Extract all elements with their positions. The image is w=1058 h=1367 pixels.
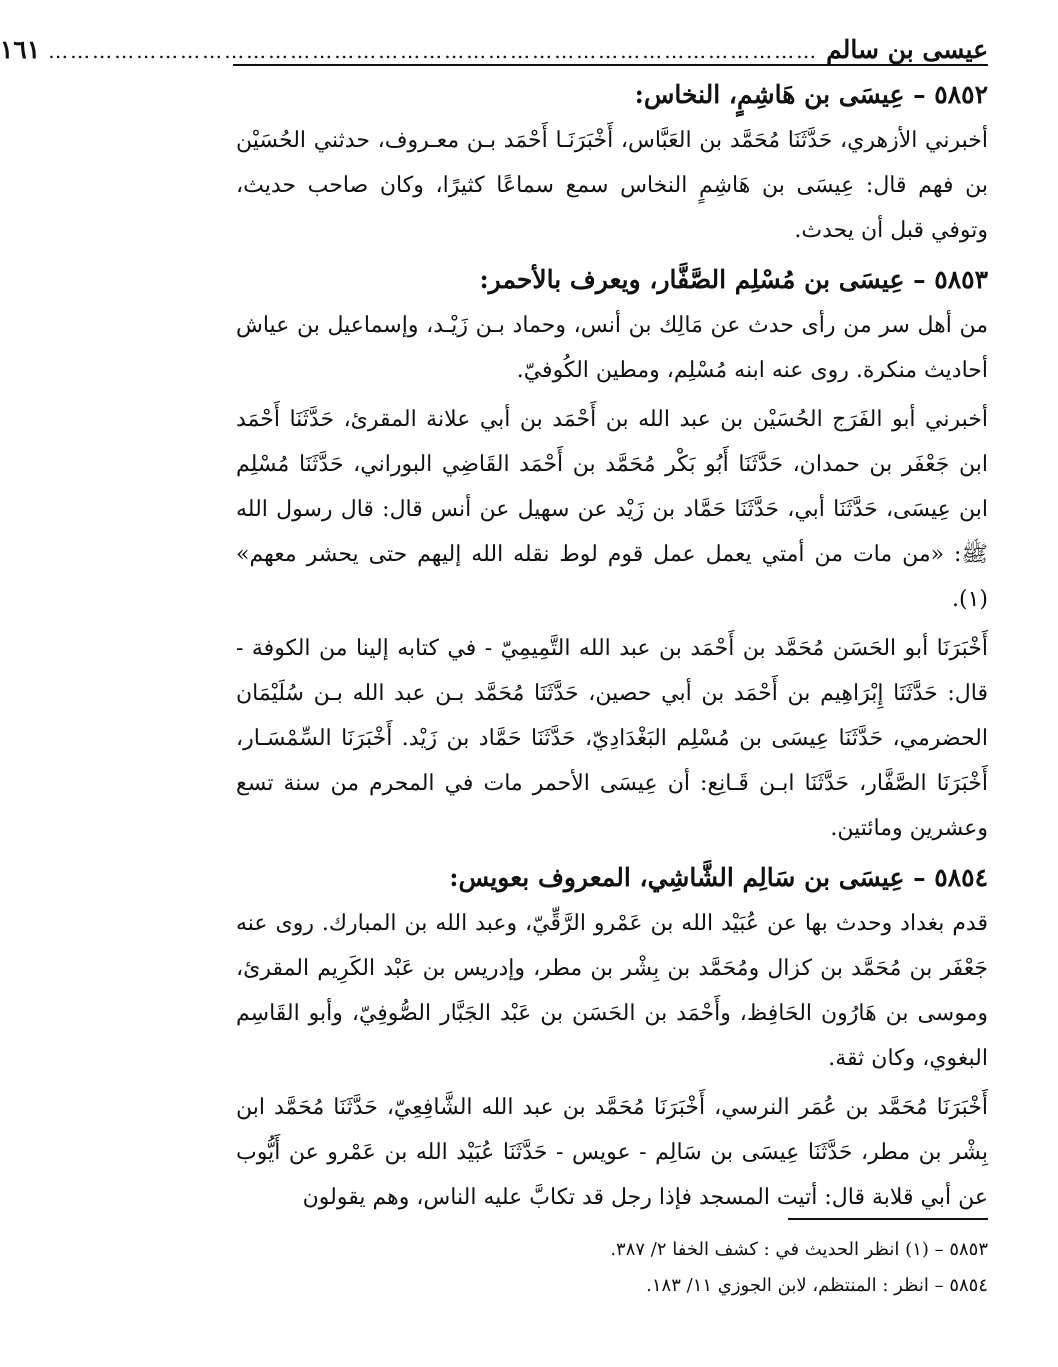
entry-paragraph: قدم بغداد وحدث بها عن عُبَيْد الله بن عَمْرو الرَّقِّيّ، وعبد الله بن المبارك. روى عنه جَعْفَر بن مُحَمَّد بن كزال ومُحَمَّد بن بِشْر بن مطر، وإدريس بن عَبْد الكَرِيم المقرئ، وموسى بن هَارُون الحَافِظ، وأَحْمَد بن الحَسَن بن عَبْد الجَبَّار الصُّوفِيّ، وأبو القَاسِم البغوي، وكان ثقة. — [236, 911, 988, 1071]
running-header — [0, 28, 988, 66]
entry-title: ٥٨٥٤ – عِيسَى بن سَالِم الشَّاشِي، المعروف بعويس: — [449, 863, 988, 892]
footnote: ٥٨٥٤ – انظر : المنتظم، لابن الجوزي ١١/ ١٨٣. — [646, 1275, 988, 1296]
entry-paragraph: أخبرني الأزهري، حَدَّثَنَا مُحَمَّد بن العَبَّاس، أَخْبَرَنَـا أَحْمَد بـن معـروف، حدثني الحُسَيْن بن فهم قال: عِيسَى بن هَاشِمٍ النخاس سمع سماعًا كثيرًا، وكان صاحب حديث، وتوفي قبل أن يحدث. — [236, 128, 988, 243]
entry-5853 — [236, 257, 988, 851]
entry-paragraph: أخبرني أبو الفَرَج الحُسَيْن بن عبد الله بن أَحْمَد بن أبي علانة المقرئ، حَدَّثَنَا أَحْمَد ابن جَعْفَر بن حمدان، حَدَّثَنَا أَبُو بَكْر مُحَمَّد بن أَحْمَد القَاضِي البوراني، حَدَّثَنَا مُسْلِم ابن عِيسَى، حَدَّثَنَا أبي، حَدَّثَنَا حَمَّاد بن زَيْد عن سهيل عن أنس قال: قال رسول الله ﷺ: «من مات من أمتي يعمل عمل قوم لوط نقله الله إليهم حتى يحشر معهم» (١). — [236, 407, 988, 612]
leader-dots: …………………………………………………………………………………………… — [48, 39, 819, 63]
entry-title: ٥٨٥٣ – عِيسَى بن مُسْلِم الصَّفَّار، ويعرف بالأحمر: — [479, 265, 988, 294]
footnotes — [236, 1232, 988, 1304]
entry-5854 — [236, 855, 988, 1220]
page-body — [236, 70, 988, 1224]
entry-paragraph: أَخْبَرَنَا مُحَمَّد بن عُمَر النرسي، أَخْبَرَنَا مُحَمَّد بن عبد الله الشَّافِعِيّ، حَدَّثَنَا مُحَمَّد ابن بِشْر بن مطر، حَدَّثَنَا عِيسَى بن سَالِم - عويس - حَدَّثَنَا عُبَيْد الله بن عَمْرو عن أَيُّوب عن أبي قلابة قال: أتيت المسجد فإذا رجل قد تكابَّ عليه الناس، وهم يقولون — [236, 1095, 988, 1210]
entry-paragraph: أَخْبَرَنَا أبو الحَسَن مُحَمَّد بن أَحْمَد بن عبد الله التَّمِيمِيّ - في كتابه إلينا من الكوفة - قال: حَدَّثَنَا إِبْرَاهِيم بن أَحْمَد بن أبي حصين، حَدَّثَنَا مُحَمَّد بـن عبد الله بـن سُلَيْمَان الحضرمي، حَدَّثَنَا عِيسَى بن مُسْلِم البَغْدَادِيّ، حَدَّثَنَا حَمَّاد بن زَيْد. أَخْبَرَنَا السِّمْسَـار، أَخْبَرَنَا الصَّفَّار، حَدَّثَنَا ابـن قَـانِع: أن عِيسَى الأحمر مات في المحرم من سنة تسع وعشرين ومائتين. — [236, 636, 988, 841]
entry-title: ٥٨٥٢ – عِيسَى بن هَاشِمٍ، النخاس: — [634, 80, 988, 109]
footnote-separator — [788, 1218, 988, 1220]
footnote: ٥٨٥٣ – (١) انظر الحديث في : كشف الخفا ٢/ ٣٨٧. — [610, 1239, 988, 1260]
page-number: ١٦١ — [0, 35, 41, 64]
running-title: عيسى بن سالم — [826, 35, 988, 64]
entry-paragraph: من أهل سر من رأى حدث عن مَالِك بن أنس، وحماد بـن زَيْـد، وإسماعيل بن عياش أحاديث منكرة. روى عنه ابنه مُسْلِم، ومطين الكُوفيّ. — [236, 313, 988, 383]
entry-5852 — [236, 72, 988, 253]
